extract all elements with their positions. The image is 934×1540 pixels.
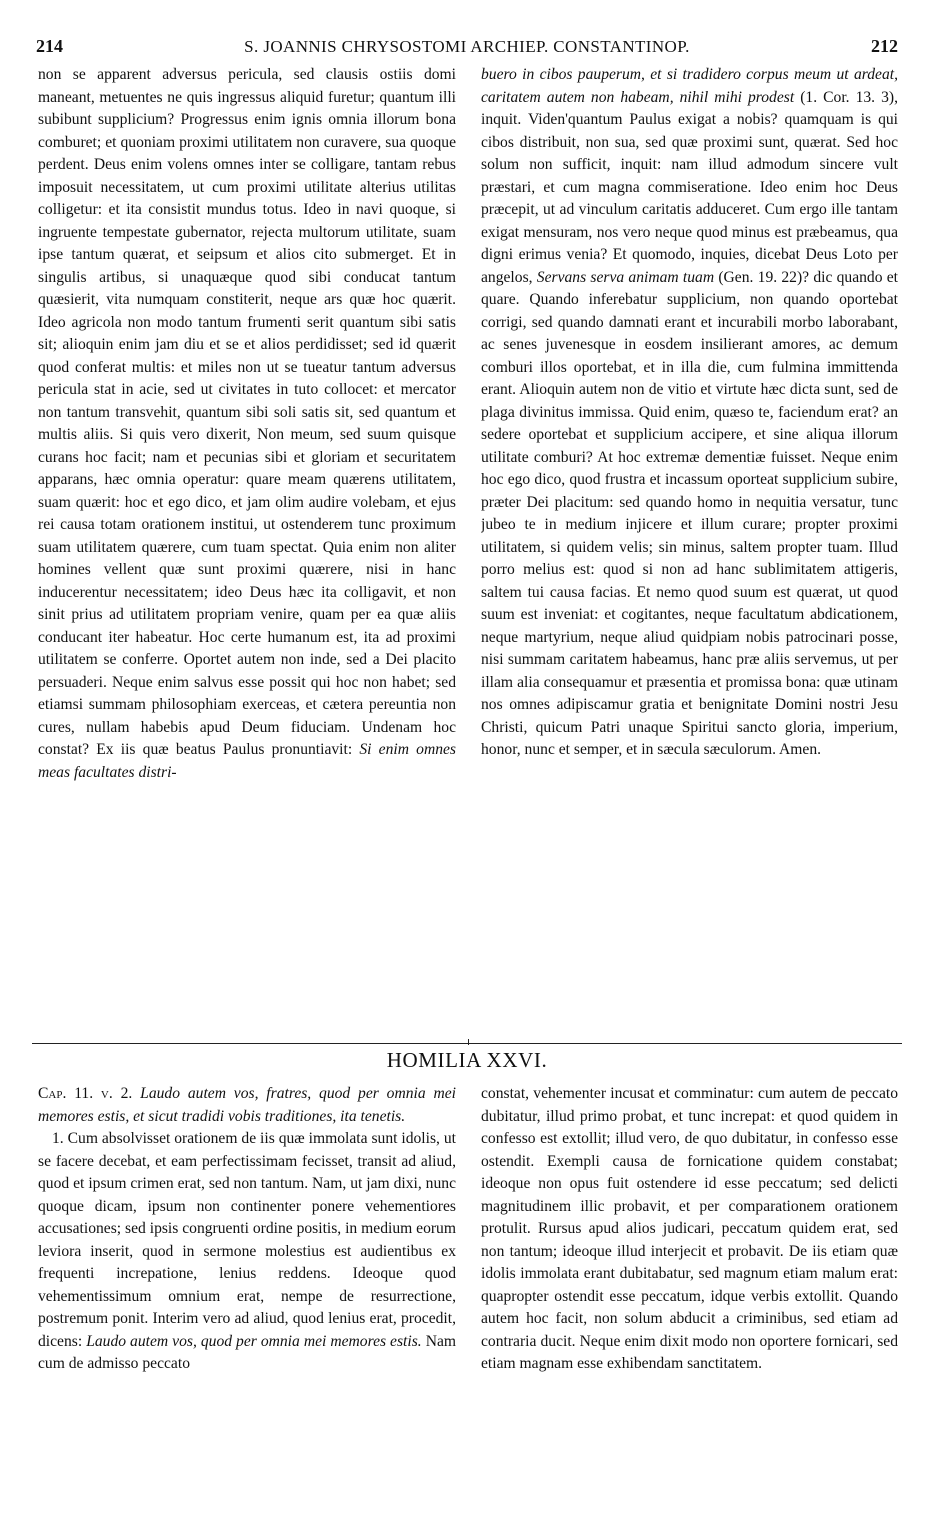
bottom-left-paragraph [38,1128,456,1376]
top-left-column [38,64,456,1034]
bottom-right-paragraph [481,1083,898,1376]
top-right-italic-quote: Servans serva animam tuam [536,268,715,286]
divider-notch [468,1039,469,1045]
homily-title: HOMILIA XXVI. [386,1048,548,1072]
running-head [30,36,904,62]
chapter-label: Cap. 11. v. 2. [38,1085,133,1102]
chapter-verse-italic: Laudo autem vos, fratres, quod per omnia mei memores estis, et sicut tradidi vobis traditiones, ita tenetis. [38,1085,456,1125]
page-number-right: 212 [871,36,898,56]
bottom-left-italic-quote: Laudo autem vos, quod per omnia mei memores estis. [86,1332,422,1350]
bottom-left-text: 1. Cum absolvisset orationem de iis quæ immolata sunt idolis, ut se facere decebat, et eam perfectissimam fecisset, transit ad aliud, quod et ipsum crimen erat, sed non tantum. Nam, ut jam dixi, nunc quoque dicam, ipsum non continenter ponere vehementiores accusationes; sed ipsis congruenti ordine positis, in medium eorum leviora inserit, quod in sermone molestius est audientibus ex frequenti increpatione, lenius reddens. Ideoque quod vehementissimum omnium erat, nempe de resurrectione, postremum ponit. Interim vero ad aliud, quod lenius erat, procedit, dicens: [38,1130,456,1350]
bottom-left-column [38,1083,456,1503]
top-right-italic-quote-start: buero in cibos pauperum, et si tradidero corpus meum ut ardeat, caritatem autem non habeam, nihil mihi prodest [481,66,898,106]
top-right-text-2: (Gen. 19. 22)? dic quando et quare. Quando inferebatur supplicium, non quando oportebat corrigi, sed quando damnati erant et incurabili morbo laborabant, ac senes juvenesque in eosdem insilierant amores, ac demum comburi illos oportebat, et in illa die, cum fulmina immittenda erant. Alioquin autem non de vitio et virtute hæc dicta sunt, sed de plaga divinitus immissa. Quid enim, quæso te, faciendum erat? an sedere oportebat et supplicium accipere, et sine aliqua illorum utilitate comburi? At hoc extremæ dementiæ fuisset. Neque enim hoc ego dico, quod frustra et incassum oporteat supplicium subire, præter Dei placitum: sed quando homo in nequitia versatur, tunc jubeo te in medium injicere et illum curare; propter proximi utilitatem, si quidem velis; sin minus, saltem propter tuam. Illud porro melius est: quod si non ad hanc sublimitatem attigeris, saltem tui causa facias. Et nemo quod suum est quærat, ut quod suum est inveniat: et cogitantes, neque facultatum abdicationem, neque martyrium, neque aliud quidpiam nobis patrocinari posse, nisi summam caritatem habeamus, hanc præ aliis servemus, ut per illam alia consequamur et præsentia et promissa bona: quæ utinam nos omnes adipiscamur gratia et benignitate Domini nostri Jesu Christi, quicum Patri unaque Spiritui sancto gloria, imperium, honor, nunc et semper, et in sæcula sæculorum. Amen. [481,268,898,758]
running-title: S. JOANNIS CHRYSOSTOMI ARCHIEP. CONSTANTINOP. [244,37,690,56]
bottom-left-text-end: Nam cum de admisso peccato [38,1332,456,1372]
bottom-right-column [481,1083,898,1503]
section-divider [32,1043,902,1044]
top-right-paragraph [481,64,898,762]
page-number-left: 214 [36,36,63,56]
top-right-column [481,64,898,1034]
chapter-heading [38,1083,456,1128]
top-left-paragraph [38,64,456,784]
top-left-italic-quote: Si enim omnes meas facultates distri- [38,741,456,781]
top-left-text: non se apparent adversus pericula, sed clausis ostiis domi maneant, metuentes ne quis ingressus aliquid furetur; quantum illi subibunt supplicium? Progressus enim ignis omnia illorum bona comburet; et quoniam proximi utilitatem non curavere, sua quoque perdent. Deus enim volens omnes inter se colligare, tantam rebus imposuit necessitatem, ut cum proximi utilitate alterius utilitas colligetur: et ita consistit mundus totus. Ideo in navi quoque, si ingruente tempestate gubernator, rejecta multorum utilitate, suam ipse tantum quærat, et seipsum et alios cito submerget. Et in singulis artibus, si unaquæque quod sibi conducat tantum quæsierit, vita numquam constiterit, neque ars quæ hoc quærit. Ideo agricola non modo tantum frumenti serit quantum sibi satis sit; alioquin enim jam diu et se et alios perdidisset; sed id quærit quod conferat multis: et miles non ut se tueatur tantum adversus pericula stat in acie, sed ut civitates in tuto collocet: et mercator non tantum transvehit, quantum sibi soli satis sit, sed quantum et multis aliis. Si quis vero dixerit, Non meum, sed suum quisque curans hoc facit; nam et pecunias sibi et gloriam et securitatem apparans, hæc omnia operatur: quare meam quærens utilitatem, suam quærit: hoc et ego dico, et jam olim audire volebam, et ejus rei causa totam orationem institui, ut ostenderem tunc proximum suam utilitatem quærere, cum tuam spectat. Quia enim non aliter homines vellent quæ sunt proximi quærere, nisi in hanc inducerentur necessitatem; ideo Deus hæc ita colligavit, et non sinit prius ad utilitatem propriam venire, quam per ea quæ aliis conducant iter habeatur. Hoc certe humanum est, ita ad proximi utilitatem se conferre. Oportet autem non inde, sed a Dei placito persuaderi. Neque enim salvus esse possit qui hoc non habet; sed etiamsi summam philosophiam exerceas, et cætera pereuntia non cures, nullam habebis apud Deum fiduciam. Undenam hoc constat? Ex iis quæ beatus Paulus pronuntiavit: [38,66,456,758]
bottom-right-text: constat, vehementer incusat et comminatur: cum autem de peccato dubitatur, illud primo probat, et tunc increpat: et quod quidem in confesso est extollit; illud vero, de quo dubitatur, in confesso esse ostendit. Exempli causa de fornicatione quidem constabat; ideoque non opus fuit ostendere id esse peccatum; sed delicti magnitudinem illic probavit, et per comparationem orationem protulit. Rursus apud alios judicari, peccatum quidem erat, sed non tantum; ideoque illud interjecit et probavit. De iis etiam quæ idolis immolata erant dubitabatur, sed magnum etiam malum erat: quapropter ostendit esse peccatum, idque verbis extollit. Quando autem hoc facit, non solum abducit a criminibus, sed etiam ad contraria ducit. Neque enim dixit modo non oportere fornicari, sed etiam magnam esse exhibendam sanctitatem. [481,1085,898,1372]
top-right-text: (1. Cor. 13. 3), inquit. Viden'quantum Paulus exigat a nobis? quamquam is qui cibos distribuit, non sua, sed quæ proximi sunt, quærat. Sed hoc solum non sufficit, inquit: nam illud admodum sincere vult præstari, et cum magna commiseratione. Ideo enim hoc Deus præcepit, ut ad vinculum caritatis adduceret. Cum ergo ille tantam exigat mensuram, nos vero neque quod minus est præbeamus, qua digni erimus venia? Et quomodo, inquies, dicebat Deus Loto per angelos, [481,88,898,286]
